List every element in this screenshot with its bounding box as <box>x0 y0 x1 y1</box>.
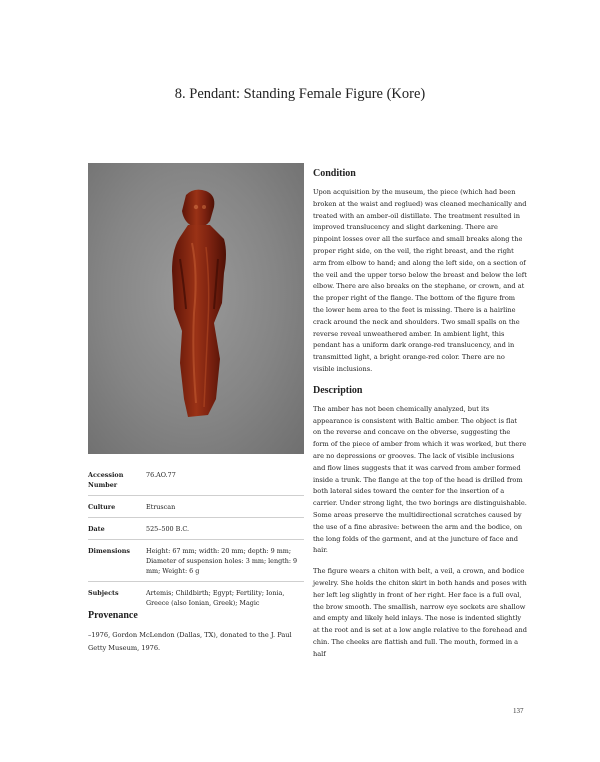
artifact-photo <box>88 163 304 454</box>
meta-value: Height: 67 mm; width: 20 mm; depth: 9 mm; Diameter of suspension holes: 3 mm; length: 9 mm; Weight: 6 g <box>146 540 304 582</box>
metadata-table <box>88 466 304 613</box>
amber-figure-image <box>88 163 304 454</box>
page-title: 8. Pendant: Standing Female Figure (Kore) <box>174 86 426 102</box>
meta-row-accession <box>88 466 304 496</box>
meta-row-culture <box>88 496 304 518</box>
meta-label: Culture <box>88 496 146 518</box>
meta-value: Artemis; Childbirth; Egypt; Fertility; Ionia, Greece (also Ionian, Greek); Magic <box>146 582 304 614</box>
meta-value: 76.AO.77 <box>146 471 176 479</box>
description-heading: Description <box>313 384 363 396</box>
description-paragraph-1: The amber has not been chemically analyzed, but its appearance is consistent with Baltic amber. The object is flat on the reverse and concave on the obverse, suggesting the form of the piece of amber from which it was worked, but there are no depressions or grooves. The lack of visible inclusions and flow lines suggests that it was carved from amber formed inside a trunk. The flange at the top of the head is drilled from both lateral sides toward the center for the insertion of a carrier. Under strong light, the two borings are distinguishable. Some areas preserve the multidirectional scratches caused by the use of a fine abrasive: between the arm and the bodice, on the long folds of the garment, and at the juncture of face and hair. <box>313 404 527 555</box>
meta-label: Date <box>88 518 146 540</box>
meta-label: Subjects <box>88 582 146 614</box>
meta-value: Etruscan <box>146 496 304 518</box>
condition-heading: Condition <box>313 168 356 179</box>
text-column <box>313 168 527 669</box>
description-paragraph-2: The figure wears a chiton with belt, a veil, a crown, and bodice jewelry. She holds the chiton skirt in both hands and poses with her left leg slightly in front of her right. Her face is a full oval, the brow smooth. The smallish, narrow eye sockets are shallow and empty and likely held inlays. The nose is indented slightly at the root and is set at a low angle relative to the forehead and chin. The cheeks are flattish and full. The mouth, formed in a half <box>313 567 527 658</box>
provenance-text: –1976, Gordon McLendon (Dallas, TX), donated to the J. Paul Getty Museum, 1976. <box>88 631 292 652</box>
meta-label: Accession Number <box>88 471 124 489</box>
meta-row-date <box>88 518 304 540</box>
meta-row-dimensions <box>88 540 304 582</box>
page-number: 137 <box>513 707 524 715</box>
provenance-heading: Provenance <box>88 610 138 621</box>
meta-value: 525–500 B.C. <box>146 518 304 540</box>
meta-label: Dimensions <box>88 540 146 582</box>
meta-row-subjects <box>88 582 304 614</box>
condition-paragraph: Upon acquisition by the museum, the piece (which had been broken at the waist and reglued) was cleaned mechanically and treated with an amber-oil distillate. The treatment resulted in improved translucency and slight darkening. There are pinpoint losses over all the surface and small breaks along the proper right side, on the veil, the right breast, and the right arm from elbow to hand; and along the left side, on a section of the veil and the upper torso below the breast and below the left elbow. There are also breaks on the stephane, or crown, and at the proper right of the flange. The bottom of the figure from the lower hem area to the feet is missing. There is a hairline crack around the neck and shoulders. Two small spalls on the reverse reveal unweathered amber. In ambient light, this pendant has a uniform dark orange-red translucency, and in transmitted light, a bright orange-red color. There are no visible inclusions. <box>313 188 527 373</box>
